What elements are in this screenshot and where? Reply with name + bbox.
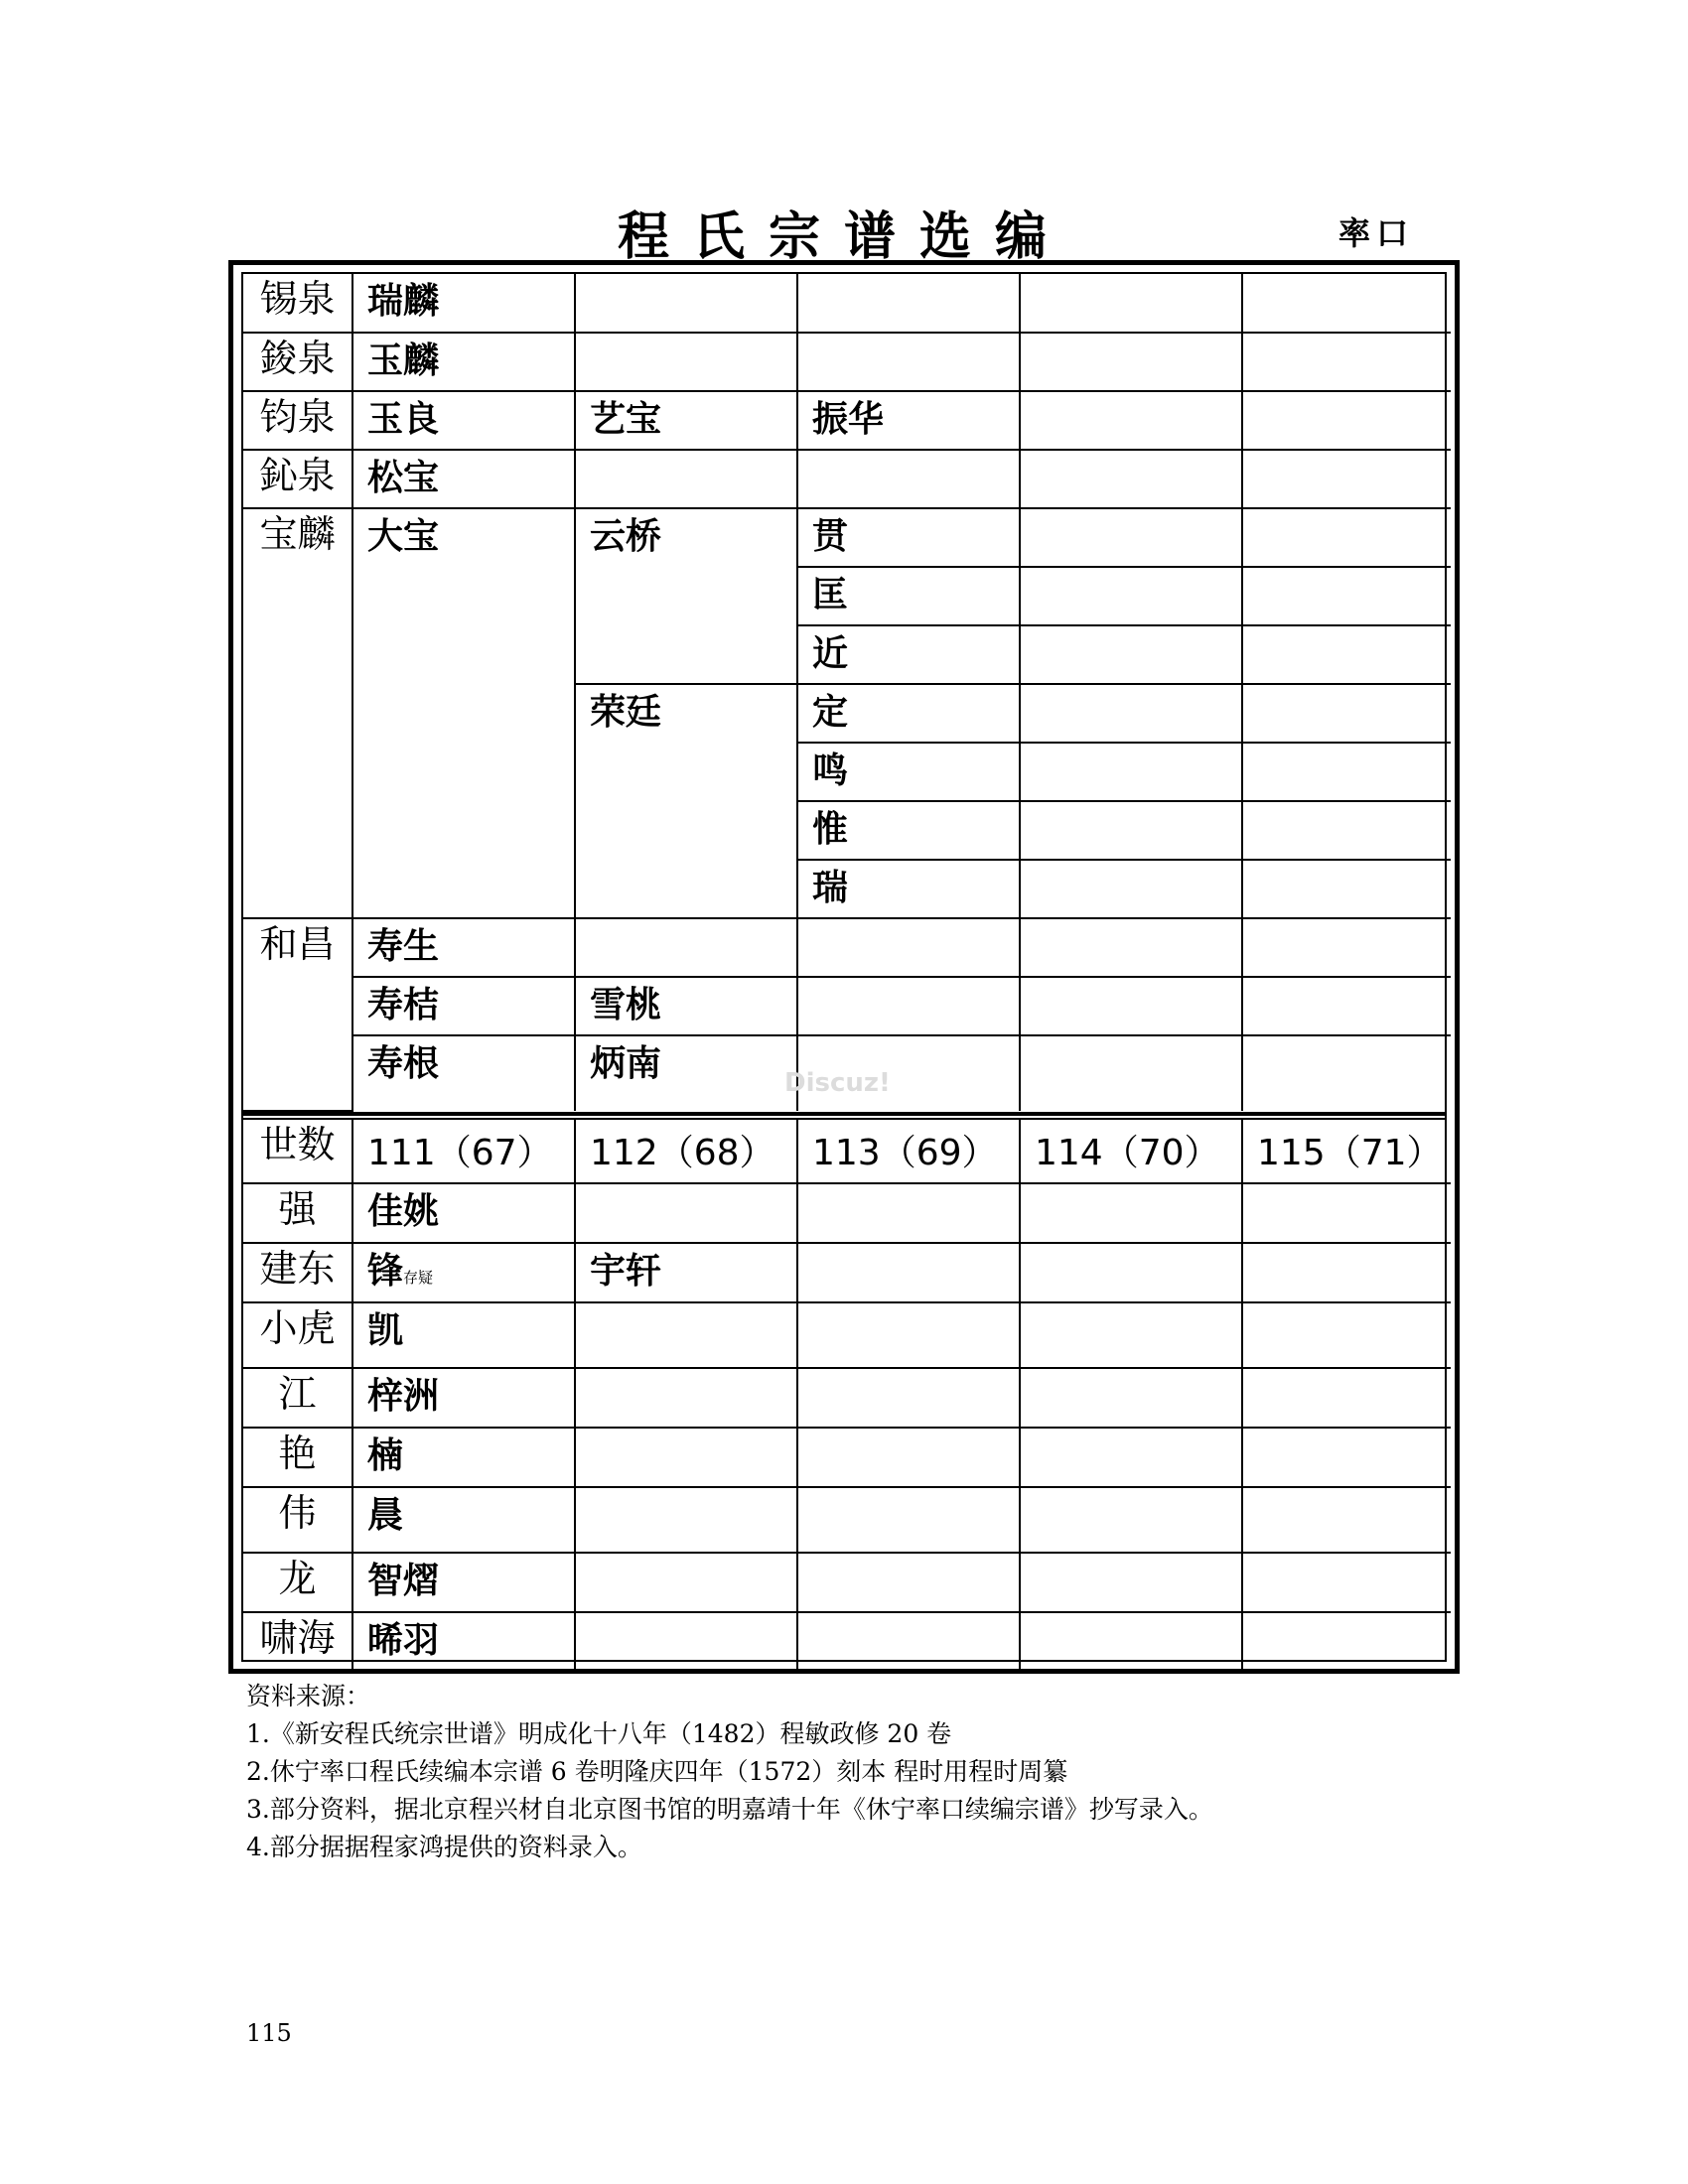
page-number: 115 <box>246 2019 292 2047</box>
gen113-name: 振华 <box>797 391 1020 450</box>
source-item: 4.部分据据程家鸿提供的资料录入。 <box>246 1833 642 1861</box>
table-row <box>243 333 1451 391</box>
gen112-name: 宇轩 <box>575 1243 797 1302</box>
gen112-name: 荣廷 <box>575 684 797 918</box>
table-row <box>243 450 1451 508</box>
lower-genealogy-table <box>243 1120 1451 1670</box>
gen114-name <box>1020 333 1242 391</box>
genealogy-table-frame <box>228 260 1460 1674</box>
table-row <box>243 508 1451 567</box>
generation-label: 世数 <box>243 1120 352 1183</box>
gen113-name: 瑞 <box>797 860 1020 918</box>
gen114-name <box>1020 567 1242 625</box>
table-row <box>243 918 1451 977</box>
gen115-name <box>1242 1243 1451 1302</box>
gen115-name <box>1242 1428 1451 1487</box>
gen113-name <box>797 918 1020 977</box>
gen113-name: 惟 <box>797 801 1020 860</box>
gen115-name <box>1242 1368 1451 1428</box>
gen111-name: 楠 <box>352 1428 575 1487</box>
gen111-name: 瑞麟 <box>352 274 575 333</box>
gen113-name <box>797 1612 1020 1670</box>
gen114-name <box>1020 1035 1242 1111</box>
table-row <box>243 1368 1451 1428</box>
ancestor-name: 鋑泉 <box>243 333 352 391</box>
gen115-name <box>1242 918 1451 977</box>
gen113-name: 贯 <box>797 508 1020 567</box>
gen113-name <box>797 1243 1020 1302</box>
gen114-name <box>1020 1612 1242 1670</box>
ancestor-name: 小虎 <box>243 1302 352 1368</box>
gen113-name <box>797 1368 1020 1428</box>
gen111-name: 梓洲 <box>352 1368 575 1428</box>
table-row <box>243 391 1451 450</box>
gen112-name: 艺宝 <box>575 391 797 450</box>
gen114-name <box>1020 391 1242 450</box>
table-row <box>243 1243 1451 1302</box>
gen112-name <box>575 918 797 977</box>
gen115-name <box>1242 684 1451 743</box>
gen111-name: 玉良 <box>352 391 575 450</box>
gen115-name <box>1242 1487 1451 1553</box>
gen114-name <box>1020 918 1242 977</box>
generation-112: 112（68） <box>575 1120 797 1183</box>
gen112-name <box>575 274 797 333</box>
region-label: 率口 <box>1338 214 1415 252</box>
ancestor-name: 江 <box>243 1368 352 1428</box>
ancestor-name: 鈊泉 <box>243 450 352 508</box>
gen112-name <box>575 1183 797 1243</box>
gen115-name <box>1242 1553 1451 1612</box>
ancestor-name: 建东 <box>243 1243 352 1302</box>
gen115-name <box>1242 977 1451 1035</box>
generation-111: 111（67） <box>352 1120 575 1183</box>
gen113-name: 定 <box>797 684 1020 743</box>
gen114-name <box>1020 274 1242 333</box>
gen114-name <box>1020 1368 1242 1428</box>
gen113-name <box>797 1428 1020 1487</box>
gen115-name <box>1242 1183 1451 1243</box>
sources-heading: 资料来源： <box>246 1682 371 1710</box>
genealogy-table-inner <box>241 272 1447 1662</box>
gen113-name <box>797 1553 1020 1612</box>
gen113-name <box>797 977 1020 1035</box>
gen112-name: 雪桃 <box>575 977 797 1035</box>
uncertain-note: 存疑 <box>403 1269 434 1287</box>
gen115-name <box>1242 274 1451 333</box>
ancestor-name: 钧泉 <box>243 391 352 450</box>
gen114-name <box>1020 1243 1242 1302</box>
ancestor-name: 和昌 <box>243 918 352 1111</box>
ancestor-name: 啸海 <box>243 1612 352 1670</box>
gen114-name <box>1020 1183 1242 1243</box>
ancestor-name: 艳 <box>243 1428 352 1487</box>
gen114-name <box>1020 1553 1242 1612</box>
gen114-name <box>1020 450 1242 508</box>
gen114-name <box>1020 743 1242 801</box>
gen114-name <box>1020 977 1242 1035</box>
gen115-name <box>1242 801 1451 860</box>
gen113-name: 鸣 <box>797 743 1020 801</box>
gen114-name <box>1020 1487 1242 1553</box>
gen115-name <box>1242 508 1451 567</box>
gen112-name <box>575 1553 797 1612</box>
gen111-name: 晞羽 <box>352 1612 575 1670</box>
gen113-name <box>797 1487 1020 1553</box>
gen112-name <box>575 1368 797 1428</box>
gen114-name <box>1020 1428 1242 1487</box>
gen113-name <box>797 333 1020 391</box>
gen115-name <box>1242 391 1451 450</box>
gen112-name: 云桥 <box>575 508 797 684</box>
gen111-name: 凯 <box>352 1302 575 1368</box>
gen111-name: 晨 <box>352 1487 575 1553</box>
gen112-name: 炳南 <box>575 1035 797 1111</box>
gen113-name <box>797 450 1020 508</box>
gen115-name <box>1242 333 1451 391</box>
gen115-name <box>1242 860 1451 918</box>
generation-113: 113（69） <box>797 1120 1020 1183</box>
table-row <box>243 1553 1451 1612</box>
gen114-name <box>1020 684 1242 743</box>
gen111-name: 智熠 <box>352 1553 575 1612</box>
gen115-name <box>1242 743 1451 801</box>
gen115-name <box>1242 567 1451 625</box>
gen115-name <box>1242 450 1451 508</box>
page-title: 程氏宗谱选编 <box>617 207 1070 267</box>
table-row <box>243 274 1451 333</box>
gen114-name <box>1020 801 1242 860</box>
source-item: 1.《新安程氏统宗世谱》明成化十八年（1482）程敏政修 20 卷 <box>246 1719 952 1748</box>
source-item: 3.部分资料，据北京程兴材自北京图书馆的明嘉靖十年《休宁率口续编宗谱》抄写录入。 <box>246 1795 1213 1824</box>
gen113-name <box>797 1302 1020 1368</box>
gen112-name <box>575 1302 797 1368</box>
sources-section <box>246 1678 1213 1866</box>
gen112-name <box>575 1428 797 1487</box>
gen114-name <box>1020 1302 1242 1368</box>
gen113-name: 近 <box>797 625 1020 684</box>
gen111-name: 大宝 <box>352 508 575 918</box>
gen112-name <box>575 1487 797 1553</box>
generation-115: 115（71） <box>1242 1120 1451 1183</box>
ancestor-name: 强 <box>243 1183 352 1243</box>
gen113-name <box>797 1183 1020 1243</box>
table-row <box>243 1183 1451 1243</box>
generation-114: 114（70） <box>1020 1120 1242 1183</box>
gen111-name: 锋 <box>367 1251 404 1292</box>
gen115-name <box>1242 1612 1451 1670</box>
table-row <box>243 977 1451 1035</box>
section-divider <box>243 1112 1445 1120</box>
gen111-name: 寿生 <box>352 918 575 977</box>
upper-genealogy-table <box>243 274 1451 1112</box>
gen114-name <box>1020 625 1242 684</box>
ancestor-name: 宝麟 <box>243 508 352 918</box>
gen115-name <box>1242 1035 1451 1111</box>
gen113-name: 匡 <box>797 567 1020 625</box>
generation-header-row <box>243 1120 1451 1183</box>
ancestor-name: 锡泉 <box>243 274 352 333</box>
gen111-name: 玉麟 <box>352 333 575 391</box>
gen112-name <box>575 450 797 508</box>
gen111-name: 佳姚 <box>352 1183 575 1243</box>
watermark: Discuz! <box>784 1068 891 1098</box>
table-row <box>243 1302 1451 1368</box>
table-row <box>243 1612 1451 1670</box>
source-item: 2.休宁率口程氏续编本宗谱 6 卷明隆庆四年（1572）刻本 程时用程时周纂 <box>246 1757 1068 1786</box>
gen111-name: 松宝 <box>352 450 575 508</box>
gen114-name <box>1020 860 1242 918</box>
ancestor-name: 龙 <box>243 1553 352 1612</box>
gen115-name <box>1242 625 1451 684</box>
gen113-name <box>797 274 1020 333</box>
ancestor-name: 伟 <box>243 1487 352 1553</box>
gen114-name <box>1020 508 1242 567</box>
gen111-name: 寿桔 <box>352 977 575 1035</box>
gen111-cell <box>352 1243 575 1302</box>
gen111-name: 寿根 <box>352 1035 575 1111</box>
table-row <box>243 1428 1451 1487</box>
gen112-name <box>575 333 797 391</box>
table-row <box>243 1487 1451 1553</box>
gen112-name <box>575 1612 797 1670</box>
gen115-name <box>1242 1302 1451 1368</box>
